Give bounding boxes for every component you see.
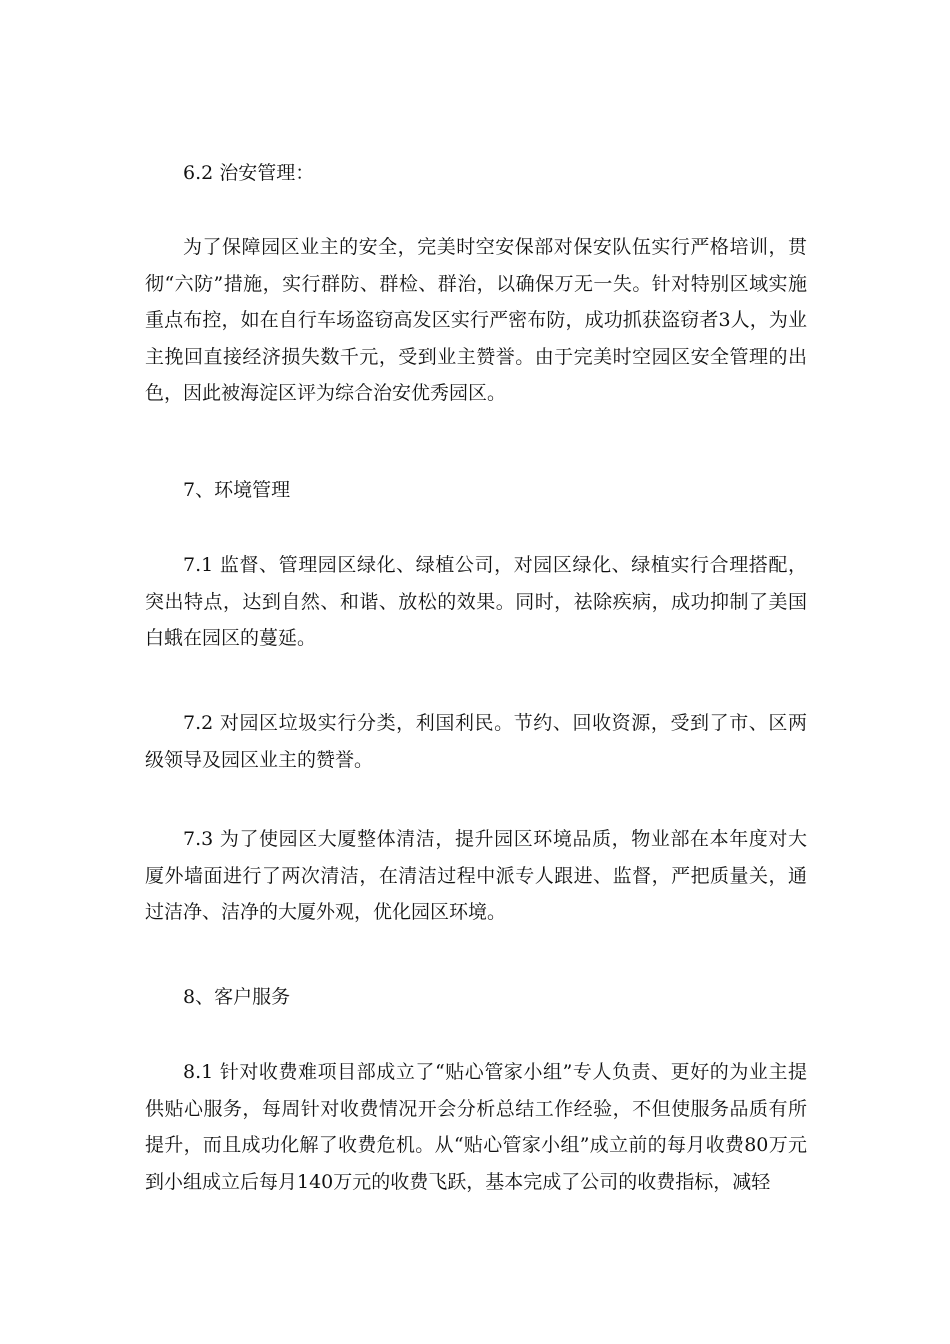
paragraph-7-3-cleaning: 7.3 为了使园区大厦整体清洁，提升园区环境品质，物业部在本年度对大厦外墙面进行了两次清洁，在清洁过程中派专人跟进、监督，严把质量关，通过洁净、洁净的大厦外观，优化园区环境。 (145, 828, 807, 923)
paragraph-8-1-fee-collection: 8.1 针对收费难项目部成立了“贴心管家小组”专人负责、更好的为业主提供贴心服务，每周针对收费情况开会分析总结工作经验，不但使服务品质有所提升，而且成功化解了收费危机。从“贴心管家小组”成立前的每月收费80万元到小组成立后每月140万元的收费飞跃，基本完成了公司的收费指标，减轻 (145, 1061, 807, 1193)
paragraph-6-2-security: 为了保障园区业主的安全，完美时空安保部对保安队伍实行严格培训，贯彻“六防”措施，实行群防、群检、群治，以确保万无一失。针对特别区域实施重点布控，如在自行车场盗窃高发区实行严密布防，成功抓获盗窃者3人，为业主挽回直接经济损失数千元，受到业主赞誉。由于完美时空园区安全管理的出色，因此被海淀区评为综合治安优秀园区。 (145, 236, 807, 404)
section-heading-8-customer-service: 8、客户服务 (183, 986, 291, 1008)
paragraph-7-2-waste-sorting: 7.2 对园区垃圾实行分类，利国利民。节约、回收资源，受到了市、区两级领导及园区业主的赞誉。 (145, 712, 807, 771)
section-heading-6-2: 6.2 治安管理： (183, 162, 315, 184)
paragraph-7-1-greening: 7.1 监督、管理园区绿化、绿植公司，对园区绿化、绿植实行合理搭配，突出特点，达到自然、和谐、放松的效果。同时，祛除疾病，成功抑制了美国白蛾在园区的蔓延。 (145, 554, 807, 649)
section-heading-7-environment: 7、环境管理 (183, 479, 291, 501)
